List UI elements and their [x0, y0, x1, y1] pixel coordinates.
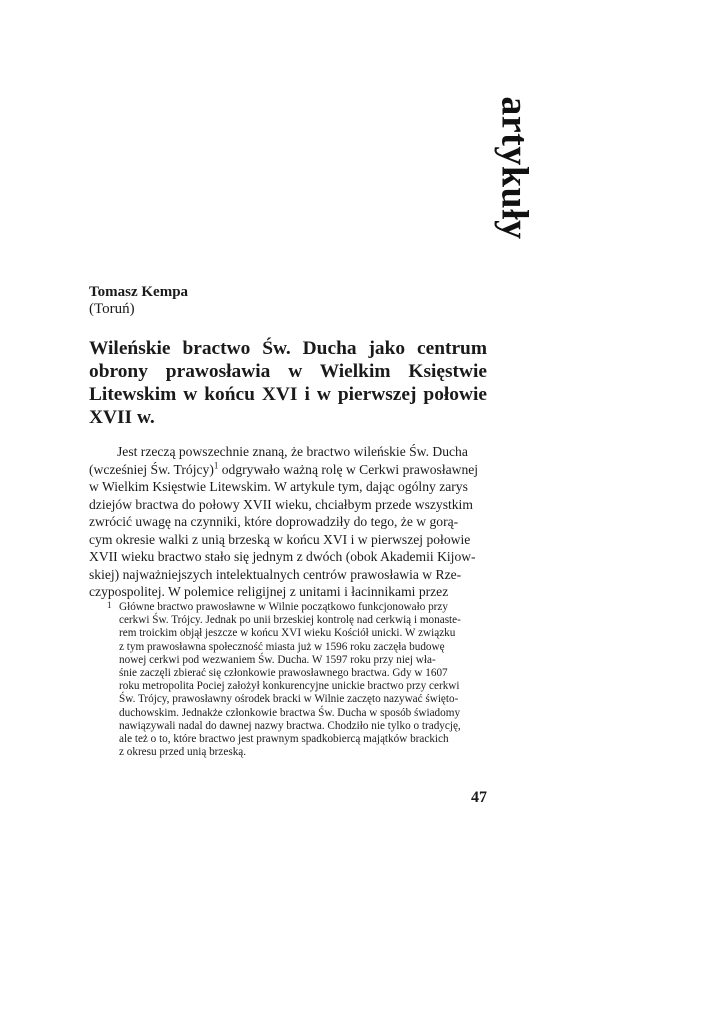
body-line: Jest rzeczą powszechnie znaną, że bractwo wileńskie Św. Ducha — [117, 444, 468, 459]
author-affiliation: (Toruń) — [89, 301, 135, 317]
body-line: w Wielkim Księstwie Litewskim. W artykule tym, dając ogólny zarys — [89, 479, 468, 494]
footnote-line: roku metropolita Pociej założył konkurencyjne unickie bractwo przy cerkwi — [119, 680, 460, 693]
footnote-line: cerkwi Św. Trójcy. Jednak po unii brzeskiej kontrolę nad cerkwią i monaste- — [119, 614, 461, 627]
body-line: cym okresie walki z unią brzeską w końcu XVI i w pierwszej połowie — [89, 531, 471, 547]
author-block — [89, 284, 188, 318]
footnote-line: nowej cerkwi pod wezwaniem Św. Ducha. W 1597 roku przy niej wła- — [119, 653, 436, 666]
footnote-line: Św. Trójcy, prawosławny ośrodek bracki w Wilnie zaczęto nazywać święto- — [119, 693, 459, 706]
body-line: skiej) najważniejszych intelektualnych centrów prawosławia w Rze- — [89, 566, 462, 582]
footnote-text — [119, 601, 487, 759]
article-title: Wileńskie bractwo Św. Ducha jako centrum obrony prawosławia w Wielkim Księstwie Litewskim w końcu XVI i w pierwszej połowie XVII w. — [89, 338, 487, 428]
body-line: XVII wieku bractwo stało się jednym z dwóch (obok Akademii Kijow- — [89, 549, 476, 564]
body-line: zwrócić uwagę na czynniki, które doprowadziły do tego, że w gorą- — [89, 514, 459, 529]
section-label-text: artykuły — [494, 96, 537, 240]
footnote-reference[interactable]: 1 — [213, 459, 219, 470]
body-line: dziejów bractwa do połowy XVII wieku, chciałbym przede wszystkim — [89, 496, 473, 512]
body-line-part: odgrywało ważną rolę w Cerkwi prawosławnej — [218, 461, 479, 477]
footnote-line: rem troickim objął jeszcze w końcu XVI wieku Kościół unicki. W związku — [119, 627, 456, 640]
footnote-line: z tym prawosławna społeczność miasta już w 1596 roku zaczęła budowę — [119, 640, 445, 653]
body-line-part: (wcześniej Św. Trójcy) — [89, 461, 214, 477]
body-line: czypospolitej. W polemice religijnej z unitami i łacinnikami przez — [89, 584, 449, 599]
footnote-line: Główne bractwo prawosławne w Wilnie początkowo funkcjonowało przy — [119, 601, 448, 613]
footnote-line: duchowskim. Jednakże członkowie bractwa Św. Ducha w sposób świadomy — [119, 706, 461, 719]
footnote-line: z okresu przed unią brzeską. — [119, 746, 247, 759]
body-line — [89, 461, 487, 479]
footnote-line: nawiązywali nadal do dawnej nazwy bractwa. Chodziło nie tylko o tradycję, — [119, 719, 461, 732]
footnote-line: śnie zaczęli zbierać się członkowie prawosławnego bractwa. Gdy w 1607 — [119, 667, 448, 680]
footnote-line: ale też o to, które bractwo jest prawnym spadkobiercą majątków brackich — [119, 733, 449, 746]
author-name: Tomasz Kempa — [89, 284, 189, 300]
footnote — [89, 601, 487, 759]
article-body — [89, 443, 487, 601]
section-label — [494, 88, 537, 248]
page-number: 47 — [471, 789, 487, 806]
footnote-number: 1 — [107, 600, 112, 610]
